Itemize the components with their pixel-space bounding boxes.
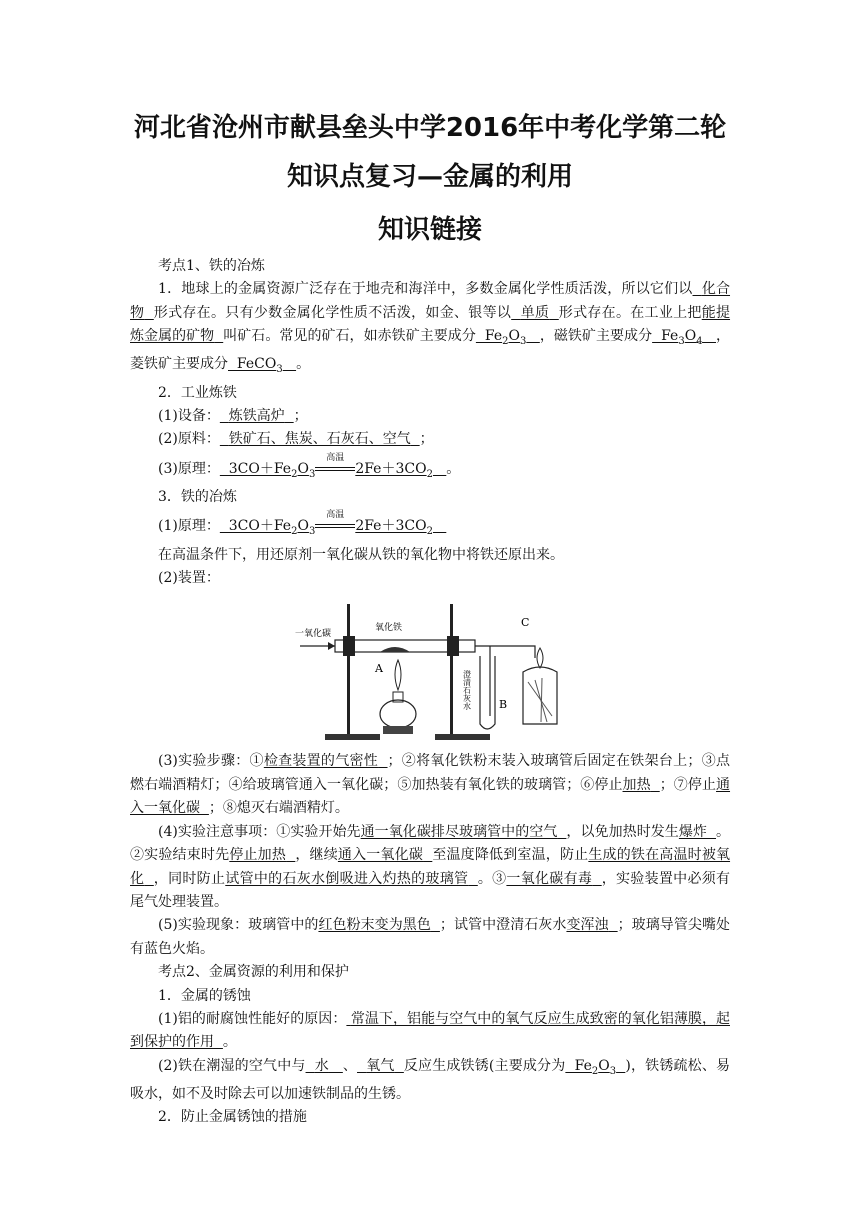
principle-line: (3)原理： $3CO+Fe_2O_3$ 高温 $2Fe+3CO_2$ 。 [158,452,461,480]
answer-note1: 通一氧化碳排尽玻璃管中的空气 [360,823,558,840]
notes-paragraph: (4)实验注意事项：①实验开始先通一氧化碳排尽玻璃管中的空气 ，以免加热时发生爆炸 。②实验结束时先停止加热 ，继续通入一氧化碳 至温度降低到室温，防止生成的铁在高温时被氧化 ，同时防止试管中的石灰水倒吸进入灼热的玻璃管 。③一氧化碳有毒 ，实验装置中必须有尾气处理装置。 [130,823,731,910]
apparatus-figure [130,596,730,746]
raw-material-line: (2)原料： 铁矿石、焦炭、石灰石、空气 ； [158,431,434,448]
answer-rust: $Fe_2O_3$ [565,1057,617,1077]
principle-desc: 在高温条件下，用还原剂一氧化碳从铁的氧化物中将铁还原出来。 [158,546,564,563]
answer-equipment: 炼铁高炉 [228,408,285,425]
text: ，磁铁矿主要成分 [539,328,653,345]
reaction-arrow: 高温 [315,458,355,481]
answer-siderite: FeCO$_3$ [228,356,283,376]
answer-note-explode: 爆炸 [678,823,707,840]
label-b: B [499,698,508,712]
doc-title-line2: 知识点复习—金属的利用 [286,162,573,192]
principle-line-2: (1)原理： $3CO+Fe_2O_3$ 高温 $2Fe+3CO_2$ [130,515,730,543]
answer-step1: 检查装置的气密性 [263,753,379,770]
equipment-line: (1)设备： 炼铁高炉 ； [158,408,308,425]
label-co: 一氧化碳 [295,629,332,640]
doc-title-line1: 河北省沧州市献县垒头中学2016年中考化学第二轮 [133,113,727,143]
apparatus-diagram [295,596,585,746]
answer-equation: $3CO+Fe_2O_3$ 高温 $2Fe+3CO_2$ [219,452,433,480]
paragraph-ore: 1．地球上的金属资源广泛存在于地壳和海洋中，多数金属化学性质活泼，所以它们以 化合物 形式存在。只有少数金属化学性质不活泼，如金、银等以 单质 形式存在。在工业上把能提炼金属的矿物 叫矿石。常见的矿石，如赤铁矿主要成分 $Fe_2O_3$ ，磁铁矿主要成分 $Fe_3O_4$ ，菱铁矿主要成分 FeCO$_3$ 。 [130,281,731,376]
answer-element: 单质 [520,304,550,321]
section-title: 知识链接 [377,215,482,245]
answer-aluminum: 常温下，铝能与空气中的氧气反应生成致密的氧化铝薄膜，起到保护的作用 [130,1010,730,1051]
text: ，菱铁矿主要成分 [130,328,731,373]
text: 叫矿石。常见的矿石，如赤铁矿主要成分 [223,328,476,345]
answer-note-toxic: 一氧化碳有毒 [506,870,593,887]
steps-paragraph: (3)实验步骤：①检查装置的气密性 ；②将氧化铁粉末装入玻璃管后固定在铁架台上；③点燃右端酒精灯；④给玻璃管通入一氧化碳；⑤加热装有氧化铁的玻璃管；⑥停止加热 ；⑦停止通入一氧化碳 ；⑧熄灭右端酒精灯。 [130,753,731,817]
iron-rust-paragraph: (2)铁在潮湿的空气中与 水 、 氧气 反应生成铁锈(主要成分为 $Fe_2O_3$ )，铁锈疏松、易吸水，如不及时除去可以加速铁制品的生锈。 [130,1057,731,1102]
text: 形式存在。只有少数金属化学性质不活泼，如金、银等以 [153,304,512,321]
heading-prevention: 2．防止金属锈蚀的措施 [158,1109,307,1126]
answer-step6: 加热 [622,776,651,793]
answer-step7: 通入一氧化碳 [130,776,731,817]
answer-hematite: $Fe_2O_3$ [475,328,527,348]
topic2-heading: 考点2、金属资源的利用和保护 [158,964,349,981]
label-limewater: 澄清石灰水 [462,670,472,711]
heading-corrosion: 1．金属的锈蚀 [158,987,251,1004]
text: 形式存在。在工业上把 [558,304,702,321]
heading-industrial: 2．工业炼铁 [158,384,237,401]
answer-note-backflow: 试管中的石灰水倒吸进入灼热的玻璃管 [225,870,469,887]
answer-note-oxidize: 生成的铁在高温时被氧化 [130,847,731,887]
label-c: C [521,616,530,630]
text: 1．地球上的金属资源广泛存在于地壳和海洋中，多数金属化学性质活泼，所以它们以 [158,281,693,298]
answer-oxygen: 氧气 [366,1057,395,1074]
answer-note-stop: 停止加热 [229,847,287,864]
answer-raw-materials: 铁矿石、焦炭、石灰石、空气 [228,431,411,448]
answer-phen-limewater: 变浑浊 [566,917,609,934]
answer-magnetite: $Fe_3O_4$ [652,328,703,348]
aluminum-paragraph: (1)铝的耐腐蚀性能好的原因： 常温下，铝能与空气中的氧气反应生成致密的氧化铝薄膜，起到保护的作用 。 [130,1010,730,1051]
phenomena-paragraph: (5)实验现象：玻璃管中的红色粉末变为黑色 ；试管中澄清石灰水变浑浊 ；玻璃导管尖嘴处有蓝色火焰。 [130,917,731,957]
reaction-arrow: 高温 [315,515,355,538]
answer-ore-def: 能提炼金属的矿物 [130,304,731,345]
label-iron-oxide: 氧化铁 [375,623,403,634]
answer-equation-2: $3CO+Fe_2O_3$ 高温 $2Fe+3CO_2$ [219,510,433,538]
answer-water: 水 [314,1057,329,1074]
heading-smelting: 3．铁的冶炼 [158,489,237,506]
answer-compound: 化合物 [130,281,731,321]
document-body [130,255,730,1130]
apparatus-label: (2)装置： [158,570,220,587]
label-a: A [375,662,383,676]
answer-note-continue: 通入一氧化碳 [337,847,424,864]
topic1-heading: 考点1、铁的冶炼 [158,258,265,274]
answer-phen-tube: 红色粉末变为黑色 [318,917,431,934]
